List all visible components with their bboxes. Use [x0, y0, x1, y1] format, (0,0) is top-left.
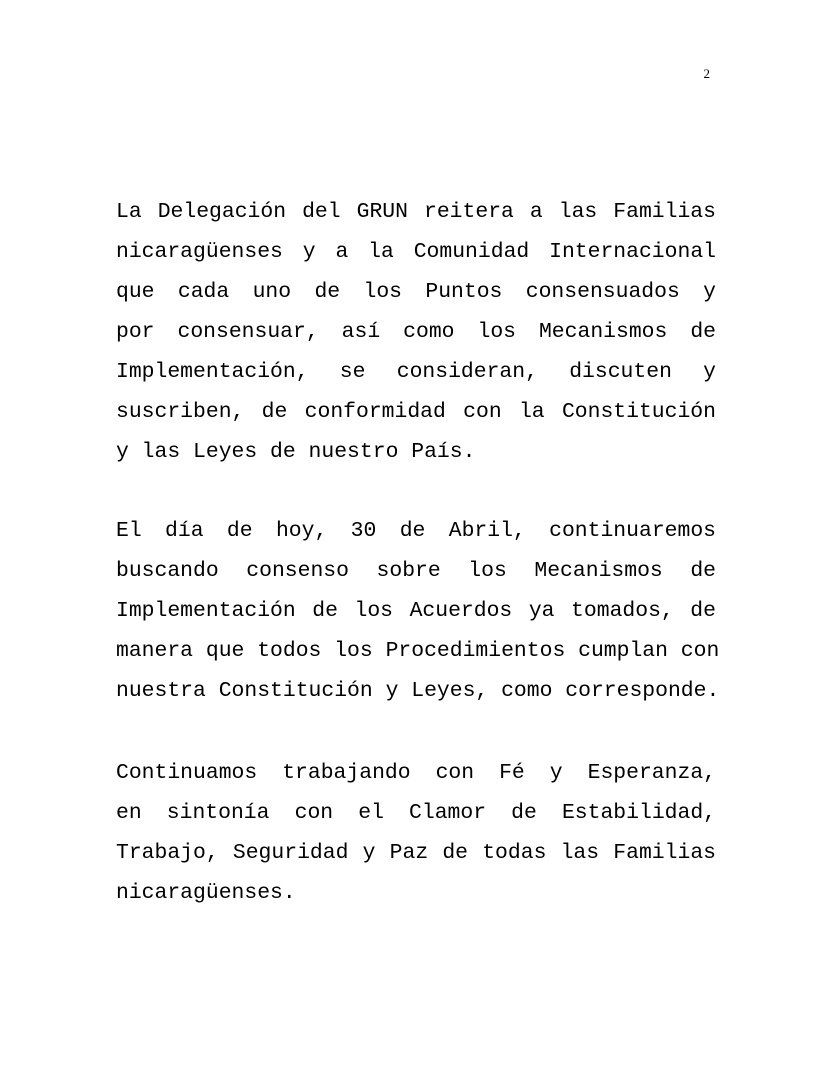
- paragraph-line: Implementación, se consideran, discuten y: [116, 360, 716, 384]
- paragraph-2: [116, 511, 720, 711]
- paragraph-line: nuestra Constitución y Leyes, como corresponde.: [116, 679, 720, 703]
- paragraph-line: nicaragüenses.: [116, 881, 296, 905]
- paragraph-line: manera que todos los Procedimientos cumplan con: [116, 639, 720, 663]
- paragraph-line: La Delegación del GRUN reitera a las Familias: [116, 200, 716, 224]
- paragraph-line: en sintonía con el Clamor de Estabilidad,: [116, 801, 716, 825]
- paragraph-line: Trabajo, Seguridad y Paz de todas las Familias: [116, 841, 716, 865]
- page-number: 2: [703, 66, 710, 81]
- paragraph-line: y las Leyes de nuestro País.: [116, 440, 476, 464]
- paragraph-1: [116, 192, 716, 472]
- paragraph-line: Continuamos trabajando con Fé y Esperanza,: [116, 761, 716, 785]
- paragraph-line: El día de hoy, 30 de Abril, continuaremos: [116, 519, 716, 543]
- paragraph-line: nicaragüenses y a la Comunidad Internacional: [116, 240, 716, 264]
- paragraph-line: buscando consenso sobre los Mecanismos de: [116, 559, 716, 583]
- paragraph-line: que cada uno de los Puntos consensuados y: [116, 280, 716, 304]
- paragraph-line: suscriben, de conformidad con la Constitución: [116, 400, 716, 424]
- paragraph-3: [116, 753, 716, 913]
- paragraph-line: por consensuar, así como los Mecanismos de: [116, 320, 716, 344]
- paragraph-line: Implementación de los Acuerdos ya tomados, de: [116, 599, 716, 623]
